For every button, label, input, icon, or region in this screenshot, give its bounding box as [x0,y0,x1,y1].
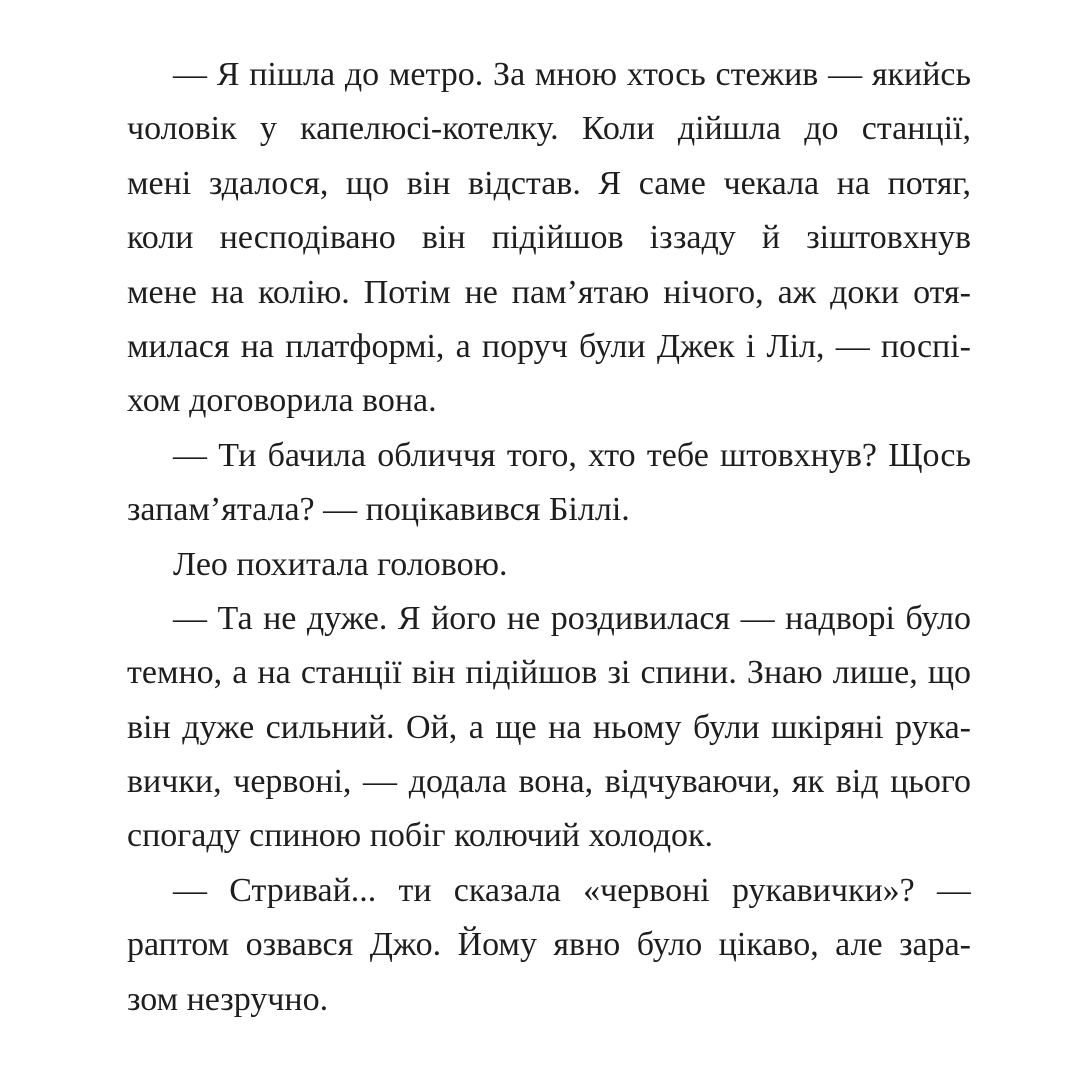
text-line: — Стривай... ти сказала «червоні рукавички»? — [173,871,971,909]
text-line: темно, а на станції він підійшов зі спини. Знаю лише, що [127,654,971,692]
text-line: хом договорила вона. [127,382,437,420]
text-line: чоловік у капелюсі-котелку. Коли дійшла до станції, [127,110,971,148]
body-text [127,48,971,1027]
text-line: зом незручно. [127,980,329,1018]
text-line: раптом озвався Джо. Йому явно було цікаво, але зара- [127,926,971,964]
text-line: милася на платформі, а поруч були Джек і Ліл, — поспі- [127,327,971,365]
text-line: він дуже сильний. Ой, а ще на ньому були шкіряні рука- [127,708,971,746]
text-line: коли несподівано він підійшов іззаду й зіштовхнув [127,219,971,257]
text-line: — Та не дуже. Я його не роздивилася — надворі було [173,599,971,637]
text-line: мене на колію. Потім не пам’ятаю нічого, аж доки отя- [127,273,971,311]
text-line: вички, червоні, — додала вона, відчуваючи, як від цього [127,763,971,801]
text-line: спогаду спиною побіг колючий холодок. [127,817,714,855]
text-line: — Я пішла до метро. За мною хтось стежив — якийсь [173,56,971,93]
text-line: мені здалося, що він відстав. Я саме чекала на потяг, [127,164,971,202]
text-line: — Ти бачила обличчя того, хто тебе штовхнув? Щось [173,436,971,474]
text-line: Лео похитала головою. [173,545,508,583]
text-line: запам’ятала? — поцікавився Біллі. [127,491,630,529]
